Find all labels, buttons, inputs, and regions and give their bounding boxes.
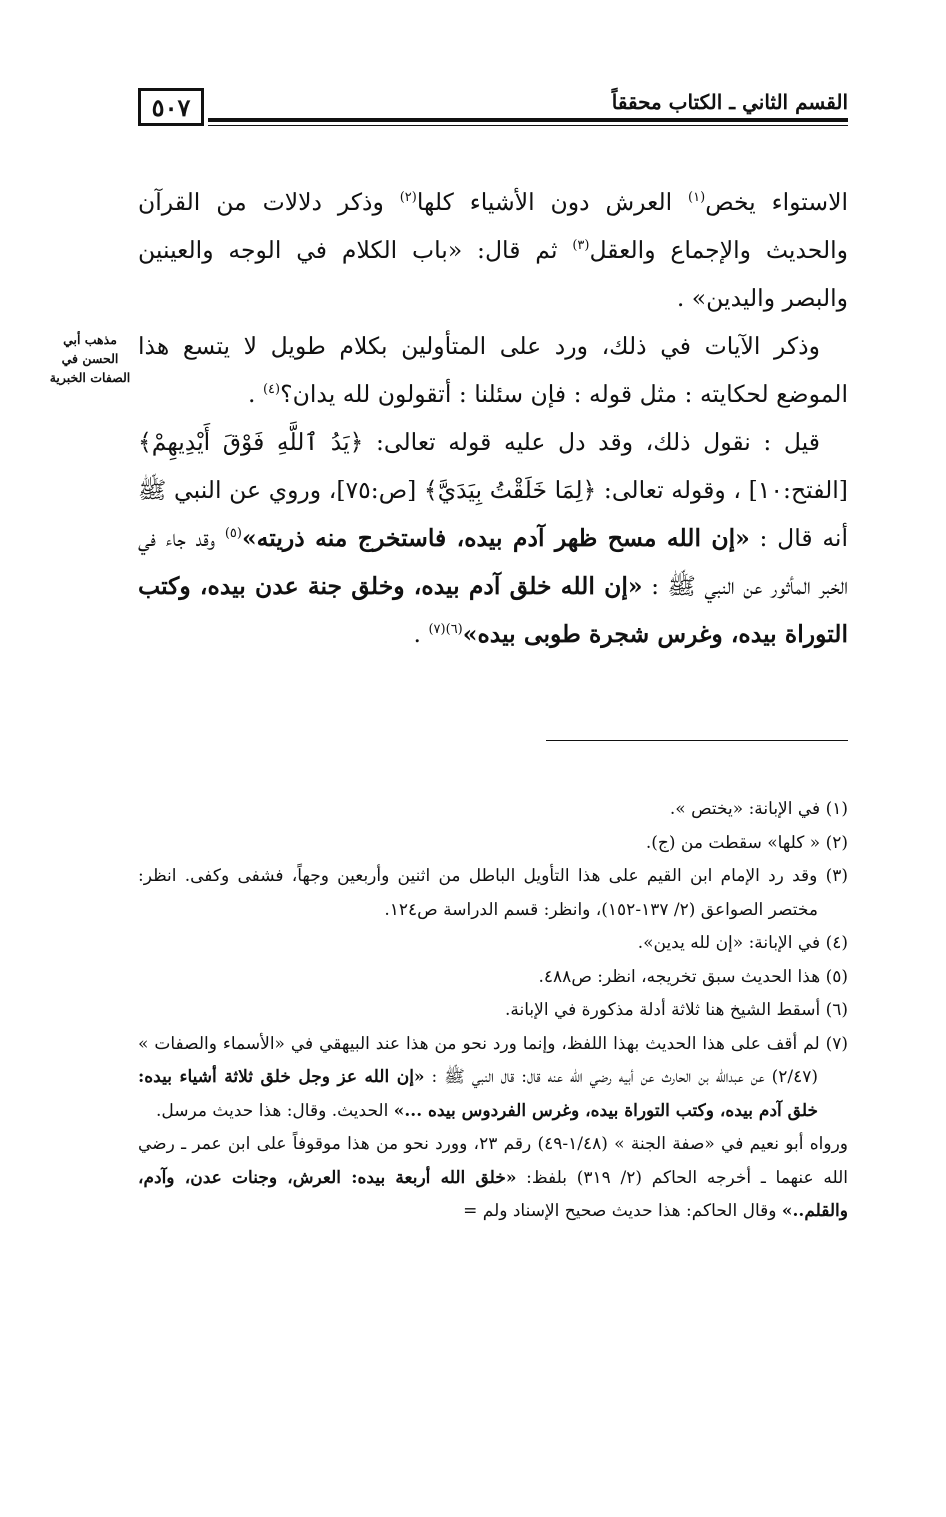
text-run: وقال الحاكم: هذا حديث صحيح الإسناد ولم = <box>463 1201 782 1221</box>
running-title: القسم الثاني ـ الكتاب محققاً <box>611 90 848 114</box>
paragraph-1 <box>138 178 848 322</box>
paragraph-2 <box>138 322 848 418</box>
footnote-ref[interactable]: (٤) <box>262 382 281 398</box>
footnote-7-continued <box>138 1128 848 1229</box>
text-run: الحديث. وقال: هذا حديث مرسل. <box>156 1100 394 1121</box>
footnote-5: (٥) هذا الحديث سبق تخريجه، انظر: ص٤٨٨. <box>538 966 848 987</box>
header-rule-thin <box>208 125 848 126</box>
footnote-ref[interactable]: (٣) <box>572 238 590 254</box>
footnote-4: (٤) في الإبانة: «إن لله يدين». <box>637 933 848 953</box>
footnote-6: (٦) أسقط الشيخ هنا ثلاثة أدلة مذكورة في الإبانة. <box>505 1000 848 1020</box>
footnote-ref[interactable]: (٥) <box>224 526 242 542</box>
text-run: . <box>248 380 263 408</box>
text-run: قيل : نقول ذلك، وقد دل عليه قوله تعالى: ﴿يَدُ ٱللَّهِ فَوْقَ أَيْدِيهِمْ﴾ [الفتح:١٠] ، وقوله تعالى: ﴿لِمَا خَلَقْتُ بِيَدَيَّ﴾ [ص:٧٥]، وروي عن النبي ﷺ أنه قال : <box>138 428 848 552</box>
margin-note: مذهب أبي الحسن في الصفات الخبرية <box>49 332 131 385</box>
footnote-2: (٢) « كلها» سقطت من (ج). <box>645 832 848 853</box>
hadith-quote: «خلق الله أربعة بيده: العرش، وجنات عدن، وآدم، والقلم..» <box>138 1167 848 1221</box>
footnote-7 <box>138 1028 848 1129</box>
page-number: ٥٠٧ <box>138 88 204 126</box>
footnote-1: (١) في الإبانة: «يختص ». <box>669 799 848 819</box>
text-run: ورواه أبو نعيم في «صفة الجنة » (١/٤٨-٤٩) رقم ٢٣، وورد نحو من هذا موقوفاً على ابن عمر ـ رضي الله عنهما ـ أخرجه الحاكم (٢/ ٣١٩) بلفظ: <box>138 1134 848 1188</box>
page-header <box>138 88 848 132</box>
text-run: الاستواء يخص <box>705 188 849 216</box>
footnote-ref[interactable]: (٦)(٧) <box>428 622 463 638</box>
text-run: وقد جاء في الخبر المأثور عن النبي ﷺ : <box>138 524 848 600</box>
text-run: العرش دون الأشياء كلها <box>416 188 689 216</box>
hadith-quote: «إن الله خلق آدم بيده، وخلق جنة عدن بيده، وكتب التوراة بيده، وغرس شجرة طوبى بيده» <box>138 572 848 648</box>
hadith-quote: «إن الله مسح ظهر آدم بيده، فاستخرج منه ذريته» <box>241 524 750 552</box>
footnote-ref[interactable]: (١) <box>688 190 706 206</box>
text-run: ثم قال: «باب الكلام في الوجه والعينين والبصر واليدين» . <box>138 236 848 312</box>
footnote-ref[interactable]: (٢) <box>399 190 417 206</box>
hadith-quote: «إن الله عز وجل خلق ثلاثة أشياء بيده: خلق آدم بيده، وكتب التوراة بيده، وغرس الفردوس بيده ...» <box>138 1067 818 1121</box>
text-run: . <box>413 620 429 648</box>
header-rule <box>208 118 848 122</box>
footnote-separator <box>546 740 848 741</box>
main-text <box>138 178 848 658</box>
paragraph-3 <box>138 418 848 658</box>
footnotes <box>138 793 848 1229</box>
text-run: وذكر الآيات في ذلك، ورد على المتأولين بكلام طويل لا يتسع هذا الموضع لحكايته : مثل قوله : فإن سئلنا : أتقولون لله يدان؟ <box>138 332 848 408</box>
footnote-3: (٣) وقد رد الإمام ابن القيم على هذا التأويل الباطل من اثنين وأربعين وجهاً، فشفى وكفى. انظر: مختصر الصواعق (٢/ ١٣٧-١٥٢)، وانظر: قسم الدراسة ص١٢٤. <box>138 866 848 920</box>
text-run: (٧) لم أقف على هذا الحديث بهذا اللفظ، وإنما ورد نحو من هذا عند البيهقي في «الأسماء والصفات » (٢/٤٧) عن عبدالله بن الحارث عن أبيه رضي الله عنه قال: قال النبي ﷺ : <box>138 1033 848 1087</box>
text-run: وذكر دلالات من القرآن والحديث والإجماع والعقل <box>138 188 848 264</box>
